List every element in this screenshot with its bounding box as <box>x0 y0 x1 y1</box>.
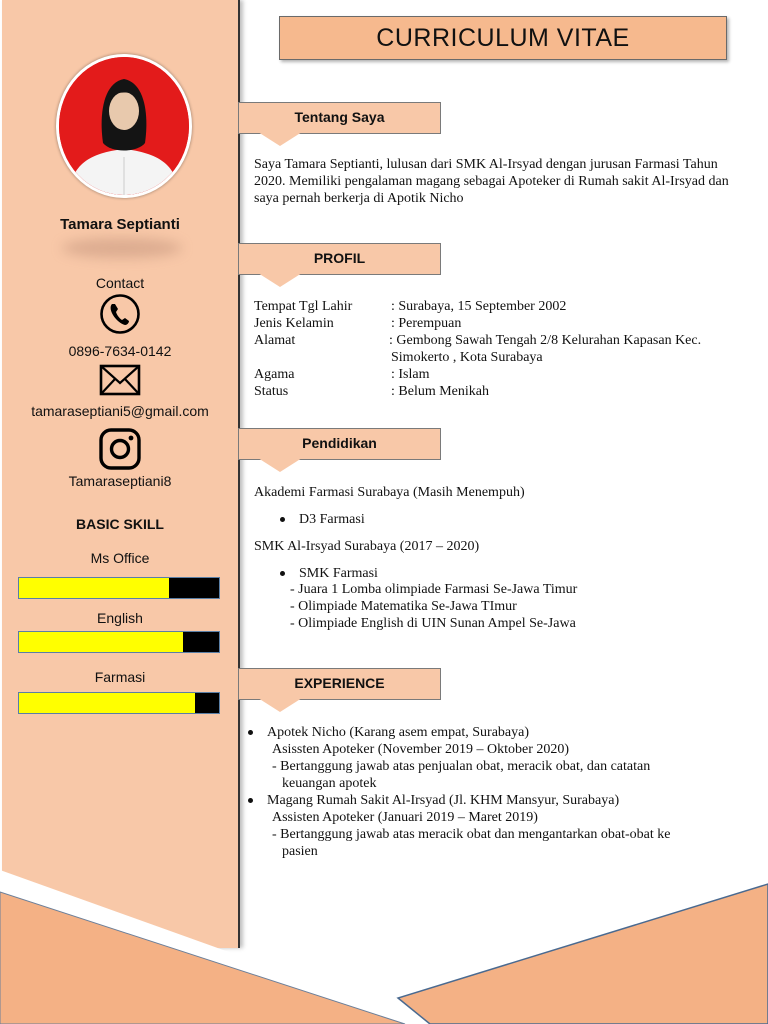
skill-bar-fill <box>19 693 195 713</box>
about-text <box>254 156 729 207</box>
phone-number: 0896-7634-0142 <box>68 343 172 359</box>
section-pointer <box>258 698 302 712</box>
experience-duty: keuangan apotek <box>282 776 377 791</box>
mail-icon <box>99 364 141 396</box>
achievement-item: - Olimpiade English di UIN Sunan Ampel Se-Jawa <box>290 616 576 631</box>
profile-label: Jenis Kelamin <box>254 316 334 331</box>
education-item-text: SMK Farmasi <box>299 566 378 581</box>
experience-role: Assisten Apoteker (Januari 2019 – Maret 2019) <box>272 810 538 825</box>
page-title: CURRICULUM VITAE <box>279 16 727 60</box>
experience-duty: pasien <box>282 844 318 859</box>
person-name: Tamara Septianti <box>60 216 180 233</box>
email-address: tamaraseptiani5@gmail.com <box>31 403 209 419</box>
bullet-icon <box>280 571 285 576</box>
about-line: 2020. Memiliki pengalaman magang sebagai Apoteker di Rumah sakit Al-Irsyad dan <box>254 174 729 189</box>
profile-label: Alamat <box>254 333 296 348</box>
profile-value: : Islam <box>391 367 430 382</box>
sidebar <box>2 0 240 948</box>
skill-bar-english <box>18 631 220 653</box>
education-item <box>280 565 378 582</box>
about-line: Saya Tamara Septianti, lulusan dari SMK Al-Irsyad dengan jurusan Farmasi Tahun <box>254 157 718 172</box>
profile-row <box>254 315 462 332</box>
skill-bar-farmasi <box>18 692 220 714</box>
education-item-text: D3 Farmasi <box>299 512 365 527</box>
about-line: saya pernah berkerja di Apotik Nicho <box>254 191 464 206</box>
profile-label: Tempat Tgl Lahir <box>254 299 353 314</box>
skill-bar-fill <box>19 632 183 652</box>
skill-label: English <box>97 610 143 626</box>
skills-heading: BASIC SKILL <box>76 516 164 532</box>
footer-decoration <box>0 870 768 1024</box>
phone-icon <box>98 294 142 334</box>
section-heading-education: Pendidikan <box>238 428 441 460</box>
profile-value-continued: Simokerto , Kota Surabaya <box>391 350 543 365</box>
instagram-icon <box>99 428 141 470</box>
education-item <box>280 511 365 528</box>
instagram-handle: Tamaraseptiani8 <box>68 473 172 489</box>
achievement-item: - Juara 1 Lomba olimpiade Farmasi Se-Jawa Timur <box>290 582 578 597</box>
experience-role: Asissten Apoteker (November 2019 – Oktober 2020) <box>272 742 570 757</box>
profile-label: Agama <box>254 367 295 382</box>
education-school: SMK Al-Irsyad Surabaya (2017 – 2020) <box>254 539 480 554</box>
section-heading-about: Tentang Saya <box>238 102 441 134</box>
bullet-icon <box>248 730 253 735</box>
skill-bar-ms-office <box>18 577 220 599</box>
experience-item <box>248 792 619 809</box>
experience-place: Apotek Nicho (Karang asem empat, Surabaya) <box>267 725 530 740</box>
profile-row <box>254 298 567 315</box>
skill-bar-fill <box>19 578 169 598</box>
achievement-item: - Olimpiade Matematika Se-Jawa TImur <box>290 599 517 614</box>
skill-label: Farmasi <box>94 669 146 685</box>
contact-heading: Contact <box>95 275 145 291</box>
experience-item <box>248 724 529 741</box>
section-heading-experience: EXPERIENCE <box>238 668 441 700</box>
skill-label: Ms Office <box>90 550 150 566</box>
section-pointer <box>258 132 302 146</box>
profile-value: : Surabaya, 15 September 2002 <box>391 299 567 314</box>
profile-row <box>254 383 489 400</box>
profile-label: Status <box>254 384 289 399</box>
profile-value: : Gembong Sawah Tengah 2/8 Kelurahan Kapasan Kec. <box>389 333 702 348</box>
name-shadow <box>62 238 182 258</box>
footer-left-triangle <box>0 892 405 1024</box>
bullet-icon <box>280 517 285 522</box>
section-pointer <box>258 458 302 472</box>
experience-duty: - Bertanggung jawab atas penjualan obat, meracik obat, dan catatan <box>272 759 651 774</box>
section-pointer <box>258 273 302 287</box>
profile-value: : Belum Menikah <box>391 384 489 399</box>
profile-value: : Perempuan <box>391 316 462 331</box>
footer-right-shape <box>398 884 768 1024</box>
profile-row <box>254 366 430 383</box>
bullet-icon <box>248 798 253 803</box>
education-school: Akademi Farmasi Surabaya (Masih Menempuh) <box>254 485 525 500</box>
experience-place: Magang Rumah Sakit Al-Irsyad (Jl. KHM Mansyur, Surabaya) <box>267 793 620 808</box>
profile-row <box>254 332 702 349</box>
experience-duty: - Bertanggung jawab atas meracik obat dan mengantarkan obat-obat ke <box>272 827 671 842</box>
profile-photo <box>56 54 192 198</box>
section-heading-profile: PROFIL <box>238 243 441 275</box>
